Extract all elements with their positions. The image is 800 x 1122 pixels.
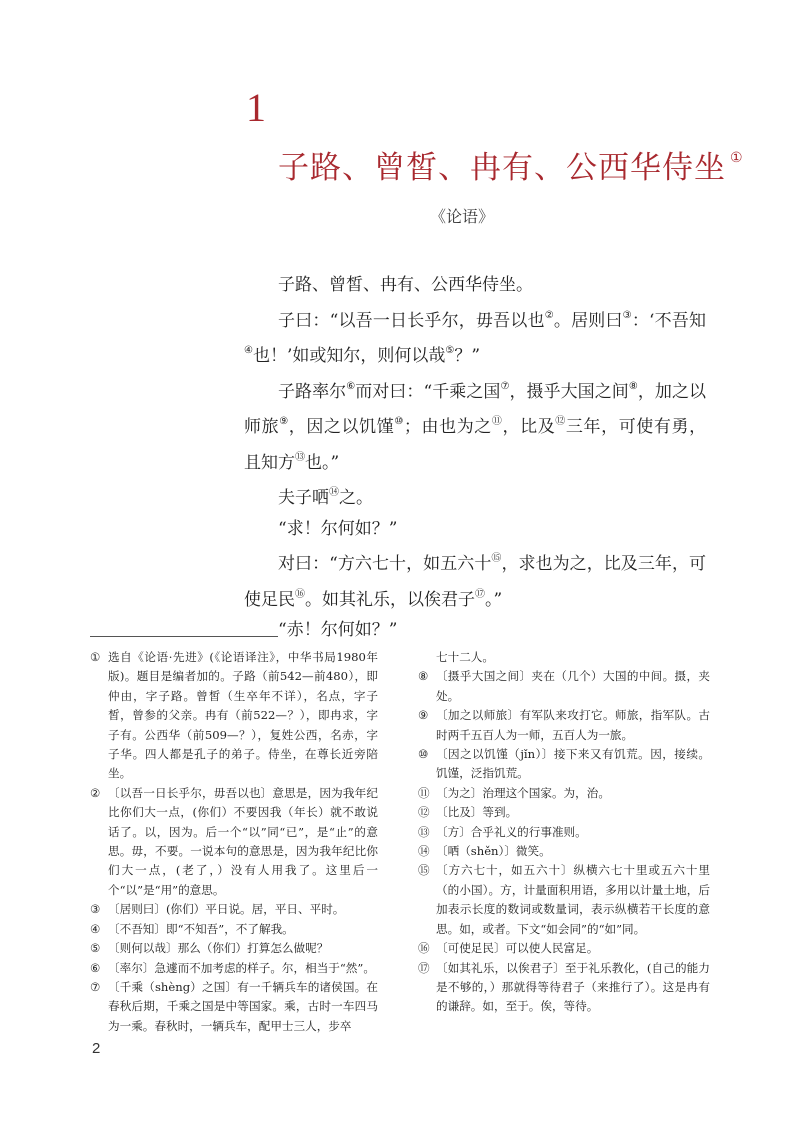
footnote-text: 〔千乘（shèng）之国〕有一千辆兵车的诸侯国。在春秋后期，千乘之国是中等国家。乘，古时一车四马为一乘。春秋时，一辆兵车，配甲士三人，步卒 <box>108 979 378 1033</box>
footnote-text: 〔率尔〕急遽而不加考虑的样子。尔，相当于“然”。 <box>108 960 375 975</box>
footnote-text: 七十二人。 <box>436 650 494 664</box>
text-run: ，加之以师旅 <box>244 381 707 437</box>
footnote-text: 〔居则曰〕(你们）平日说。居，平日、平时。 <box>108 902 345 917</box>
footnote-item <box>418 842 710 861</box>
footnote-text: 〔以吾一日长乎尔，毋吾以也〕意思是，因为我年纪比你们大一点，(你们）不要因我（年长）就不敢说话了。以，因为。后一个“以”同“已”，是“止”的意思。毋，不要。一说本句的意思是，因为我年纪比你们大一点，(老了，）没有人用我了。这里后一个“以”是“用”的意思。 <box>108 785 378 897</box>
text-run: ？” <box>454 346 481 366</box>
footnotes-left-column <box>90 648 378 1036</box>
footnote-text: 〔方〕合乎礼义的行事准则。 <box>436 824 587 839</box>
text-run: 。如其礼乐，以俟君子 <box>305 589 475 610</box>
footnote-marker[interactable]: ⑦ <box>500 380 510 392</box>
footnote-text: 〔可使足民〕可以使人民富足。 <box>436 941 599 956</box>
text-run: ，因之以饥馑 <box>288 417 395 437</box>
text-run: 对曰：“方六七十，如五六十 <box>278 554 492 574</box>
footnote-number: ⑮ <box>418 863 430 878</box>
footnote-item <box>90 784 378 900</box>
title-footnote-marker[interactable]: ① <box>730 150 744 166</box>
text-run: 。” <box>485 589 503 610</box>
text-paragraph <box>244 478 706 514</box>
footnote-number: ⑰ <box>418 960 430 975</box>
footnote-marker[interactable]: ⑰ <box>475 588 485 600</box>
footnote-marker[interactable]: ④ <box>244 345 253 356</box>
footnote-number: ⑤ <box>90 941 101 956</box>
text-run: 而对曰：“千乘之国 <box>355 381 501 402</box>
main-text <box>244 270 706 646</box>
footnote-item <box>418 803 710 822</box>
footnote-text: 〔摄乎大国之间〕夹在（几个）大国的中间。摄，夹处。 <box>436 669 710 703</box>
text-paragraph <box>244 270 706 301</box>
text-run: 三年，可使有勇，且知方 <box>244 417 707 473</box>
title-text: 子路、曾皙、冉有、公西华侍坐 <box>278 150 726 186</box>
footnote-text: 选自《论语·先进》(《论语译注》，中华书局1980年版)。题目是编者加的。子路（前542—前480），即仲由，字子路。曾皙（生卒年不详），名点，字子皙，曾参的父亲。冉有（前522—？），即冉求，字子有。公西华（前509—？），复姓公西，名赤，字子华。四人都是孔子的弟子。侍坐，在尊长近旁陪坐。 <box>108 650 378 781</box>
footnote-text: 〔比及〕等到。 <box>436 805 518 820</box>
text-run: 也。” <box>305 452 340 473</box>
footnote-text: 〔不吾知〕即“不知吾”，不了解我。 <box>108 921 294 936</box>
footnote-marker[interactable]: ⑩ <box>394 416 404 427</box>
text-run: 也！’如或知尔，则何以哉 <box>252 346 446 366</box>
text-run: 子路率尔 <box>278 381 347 402</box>
footnote-text: 〔哂（shěn）〕微笑。 <box>436 844 551 859</box>
footnote-marker[interactable]: ⑯ <box>295 588 305 600</box>
text-run: ：‘不吾知 <box>631 310 706 331</box>
footnote-item <box>90 900 378 919</box>
text-run: 夫子哂 <box>278 488 329 508</box>
footnote-text: 〔加之以师旅〕有军队来攻打它。师旅，指军队。古时两千五百人为一师，五百人为一旅。 <box>436 708 710 742</box>
footnote-item <box>418 823 710 842</box>
text-run: ，求也为之，比及三年，可使足民 <box>244 554 707 610</box>
footnote-number: ② <box>90 785 101 800</box>
footnote-number: ⑬ <box>418 824 430 839</box>
footnote-item <box>418 861 710 939</box>
text-paragraph <box>244 372 706 479</box>
text-run: 之。 <box>339 488 373 508</box>
footnote-number: ⑧ <box>418 669 429 684</box>
footnote-marker[interactable]: ⑤ <box>445 345 455 356</box>
lesson-title <box>278 142 744 187</box>
footnote-number: ⑦ <box>90 979 101 994</box>
footnote-marker[interactable]: ⑫ <box>555 416 566 427</box>
footnote-item <box>90 978 378 1036</box>
text-run: “求！尔何如？” <box>278 518 398 539</box>
footnote-number: ⑯ <box>418 941 430 956</box>
footnote-item <box>90 939 378 958</box>
footnote-number: ① <box>90 650 101 664</box>
lesson-number: 1 <box>246 85 266 130</box>
footnote-marker[interactable]: ⑮ <box>491 553 502 564</box>
text-paragraph <box>244 301 706 372</box>
text-run: ，比及 <box>502 417 556 437</box>
footnote-item <box>418 784 710 803</box>
page-number: 2 <box>92 1040 101 1057</box>
footnote-number: ⑭ <box>418 844 430 859</box>
footnotes-right-column <box>418 648 710 1017</box>
footnote-number: ⑨ <box>418 708 429 723</box>
footnote-number: ⑪ <box>418 785 430 800</box>
footnote-item <box>90 959 378 978</box>
footnote-marker[interactable]: ⑧ <box>628 380 638 392</box>
footnote-number: ⑩ <box>418 747 429 762</box>
footnote-number: ⑫ <box>418 805 430 820</box>
footnote-number: ⑥ <box>90 960 101 975</box>
footnote-item <box>418 706 710 745</box>
footnote-text: 〔如其礼乐，以俟君子〕至于礼乐教化，(自己的能力是不够的，）那就得等待君子（来推行了）。这是冉有的谦辞。如，至于。俟，等待。 <box>436 960 710 1014</box>
footnote-marker[interactable]: ⑪ <box>491 416 503 427</box>
footnote-text: 〔方六七十，如五六十〕纵横六七十里或五六十里（的小国）。方，计量面积用语，多用以计量土地，后加表示长度的数词或数量词，表示纵横若干长度的意思。如，或者。下文“如会同”的“如”同。 <box>436 863 710 936</box>
text-run: 子曰：“以吾一日长乎尔，毋吾以也 <box>278 310 545 331</box>
text-paragraph <box>244 615 706 646</box>
text-run: 子路、曾皙、冉有、公西华侍坐。 <box>278 275 533 295</box>
text-paragraph <box>244 514 706 545</box>
footnote-item <box>418 959 710 1017</box>
footnote-item <box>418 939 710 958</box>
footnote-marker[interactable]: ② <box>544 309 554 321</box>
source-attribution: 《论语》 <box>430 207 495 226</box>
footnote-item <box>90 648 378 784</box>
footnote-marker[interactable]: ⑥ <box>346 380 356 392</box>
footnote-text: 〔为之〕治理这个国家。为，治。 <box>436 785 610 800</box>
footnote-marker[interactable]: ⑨ <box>279 416 289 427</box>
footnote-marker[interactable]: ③ <box>622 309 632 321</box>
text-paragraph <box>244 544 706 615</box>
text-run: “赤！尔何如？” <box>278 620 398 640</box>
footnote-number: ③ <box>90 902 101 917</box>
footnote-divider <box>90 636 278 637</box>
footnote-marker[interactable]: ⑬ <box>295 451 305 463</box>
footnote-text: 〔因之以饥馑（jǐn）〕接下来又有饥荒。因，接续。饥馑，泛指饥荒。 <box>436 747 710 781</box>
text-run: ，摄乎大国之间 <box>509 381 629 402</box>
footnote-marker[interactable]: ⑭ <box>329 487 339 498</box>
footnote-item <box>418 745 710 784</box>
footnote-item <box>418 667 710 706</box>
text-run: ；由也为之 <box>403 417 492 437</box>
footnote-text: 〔则何以哉〕那么（你们）打算怎么做呢？ <box>108 941 329 956</box>
footnote-item <box>90 920 378 939</box>
footnote-item <box>418 648 710 667</box>
text-run: 。居则曰 <box>553 310 623 331</box>
footnote-number: ④ <box>90 921 101 936</box>
